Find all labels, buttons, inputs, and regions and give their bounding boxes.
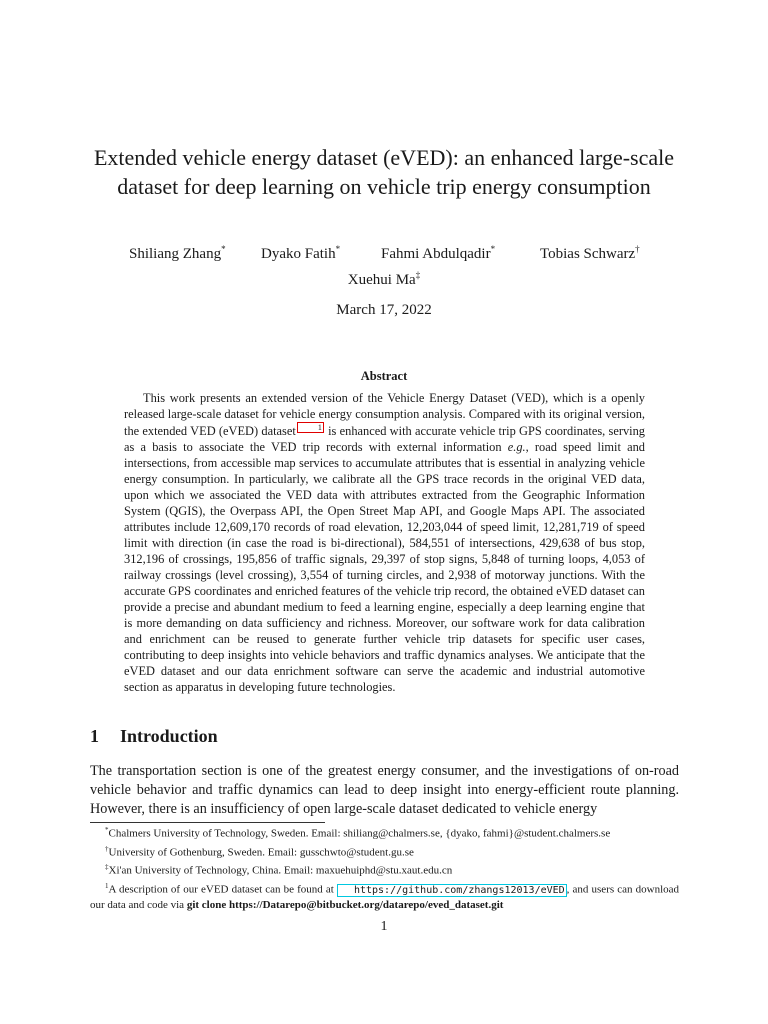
author-affiliation-mark: † <box>635 244 640 254</box>
author-name: Xuehui Ma <box>347 272 416 288</box>
author-affiliation-mark: * <box>335 244 341 254</box>
footnote-affiliation-1 <box>90 823 679 842</box>
abstract-heading: Abstract <box>360 369 408 383</box>
author-1 <box>129 244 226 263</box>
footnotes <box>90 823 679 913</box>
git-clone-command: git clone https://Datarepo@bitbucket.org/datarepo/eved_dataset.git <box>186 898 504 911</box>
author-5 <box>0 270 768 289</box>
author-name: Fahmi Abdulqadir <box>381 246 491 262</box>
footnote-affiliation-2 <box>90 842 679 861</box>
author-affiliation-mark: * <box>221 244 226 254</box>
author-name: Shiliang Zhang <box>129 246 222 262</box>
footnote-mark: * <box>105 826 109 834</box>
footnote-mark: ‡ <box>105 863 109 872</box>
publication-date: March 17, 2022 <box>336 302 432 318</box>
section-number: 1 <box>90 726 99 746</box>
abstract-body <box>124 390 645 695</box>
footnote-affiliation-3 <box>90 860 679 879</box>
abstract-text: This work presents an extended version of the Vehicle Energy Dataset (VED), which is a openly released large-scale dataset for vehicle energy consumption analysis. Compared with its original version, the extended VED (eVED) dataset <box>124 391 645 438</box>
introduction-paragraph: The transportation section is one of the greatest energy consumer, and the investigations of on-road vehicle behavior and traffic dynamics can lead to deep insight into energy-efficient route planning. However, there is an insufficiency of open large-scale dataset dedicated to vehicle energy <box>90 763 679 817</box>
author-4 <box>540 244 640 263</box>
github-link[interactable]: https://github.com/zhangs12013/eVED <box>337 884 567 897</box>
author-3 <box>381 244 495 263</box>
paper-title: Extended vehicle energy dataset (eVED): an enhanced large-scale dataset for deep learning on vehicle trip energy consumption <box>93 145 675 199</box>
page-number: 1 <box>380 919 388 934</box>
section-heading <box>90 726 218 747</box>
footnote-mark: 1 <box>105 881 109 890</box>
footnote-dataset <box>90 879 679 913</box>
abstract-italic-text: e.g. <box>507 440 526 454</box>
footnote-text: Xi'an University of Technology, China. Email: maxuehuiphd@stu.xaut.edu.cn <box>108 864 453 877</box>
section-title: Introduction <box>120 726 218 746</box>
footnote-text: , and users can download our data and code via <box>90 883 680 911</box>
footnote-link[interactable]: 1 <box>297 422 324 433</box>
footnote-mark: † <box>105 844 109 853</box>
author-name: Dyako Fatih <box>261 246 336 262</box>
abstract-text: is enhanced with accurate vehicle trip GPS coordinates, serving as a basis to associate the VED trip records with external information <box>124 424 646 454</box>
author-2 <box>261 244 340 263</box>
author-name: Tobias Schwarz <box>540 246 636 262</box>
footnote-text: A description of our eVED dataset can be found at <box>108 883 334 896</box>
footnote-text: Chalmers University of Technology, Sweden. Email: shiliang@chalmers.se, {dyako, fahmi}@student.chalmers.se <box>108 827 611 840</box>
footnote-text: University of Gothenburg, Sweden. Email: gusschwto@student.gu.se <box>108 846 414 859</box>
author-affiliation-mark: ‡ <box>415 270 421 280</box>
abstract-text: , road speed limit and intersections, from accessible map services to accumulate attributes that is essential in analyzing vehicle energy consumption. In particularly, we calibrate all the GPS trace records in the original VED data, upon which we associated the VED data with attributes extracted from the Geographic Information System (QGIS), the Overpass API, the Open Street Map API, and Google Maps API. The associated attributes include 12,609,170 records of road elevation, 12,203,044 of speed limit, 12,281,719 of speed limit with direction (in case the road is bi-directional), 584,551 of intersections, 429,638 of bus stop, 312,196 of crossings, 195,856 of traffic signals, 29,397 of stop signs, 5,848 of turning loops, 4,053 of railway crossings (level crossing), 3,554 of turning circles, and 2,938 of motorway junctions. With the accurate GPS coordinates and enriched features of the vehicle trip record, the obtained eVED dataset can provide a precise and abundant medium to feed a learning engine, especially a deep learning engine that is more demanding on data sufficiency and richness. Moreover, our software work for data calibration and enrichment can be reused to generate further vehicle trip datasets for specific user cases, contributing to deep insights into vehicle behaviors and traffic dynamics analyses. We anticipate that the eVED dataset and our data enrichment software can serve the academic and industrial automotive section as apparatus in developing future technologies. <box>124 440 646 694</box>
author-affiliation-mark: * <box>490 244 496 254</box>
